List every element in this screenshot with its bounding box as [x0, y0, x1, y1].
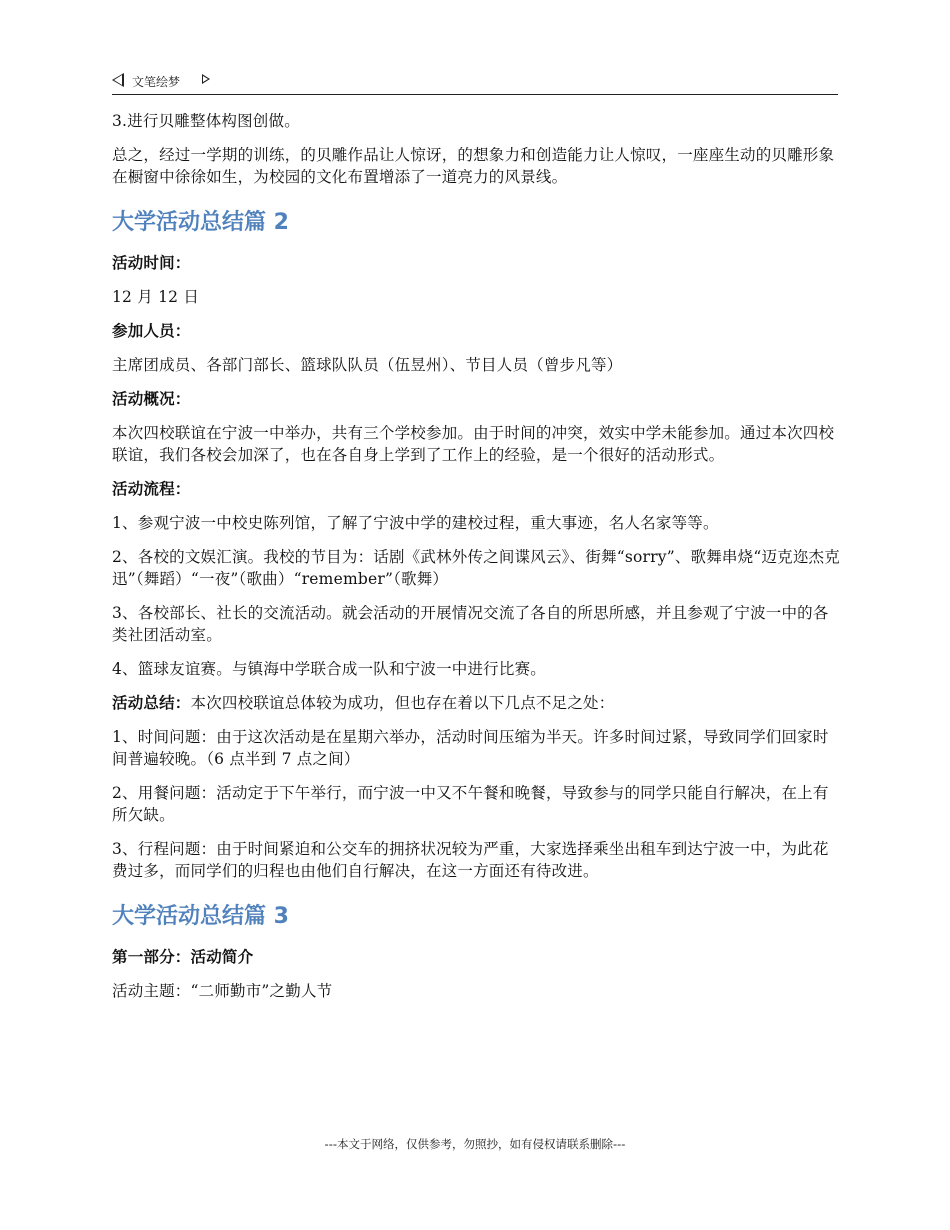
activity-time-label: 活动时间： [112, 253, 191, 272]
page-header [112, 72, 838, 95]
overview-value: 本次四校联谊在宁波一中举办，共有三个学校参加。由于时间的冲突，效实中学未能参加。通过本次四校联谊，我们各校会加深了，也在各自身上学到了工作上的经验，是一个很好的活动形式。 [112, 424, 835, 464]
intro-summary: 总之，经过一学期的训练，的贝雕作品让人惊讶，的想象力和创造能力让人惊叹，一座座生动的贝雕形象在橱窗中徐徐如生，为校园的文化布置增添了一道亮力的风景线。 [112, 146, 835, 186]
summary-paragraph [112, 692, 844, 714]
left-triangle-icon [112, 73, 124, 87]
page-footer: ---本文于网络，仅供参考，勿照抄，如有侵权请联系删除--- [324, 1137, 626, 1151]
process-item: 2、各校的文娱汇演。我校的节目为：话剧《武林外传之间谍风云》、街舞“sorry”、歌舞串烧“迈克迩杰克迅”（舞蹈）“一夜”（歌曲）“remember”（歌舞） [112, 548, 840, 588]
process-item: 3、各校部长、社长的交流活动。就会活动的开展情况交流了各自的所思所感，并且参观了宁波一中的各类社团活动室。 [112, 604, 829, 644]
process-label: 活动流程： [112, 479, 191, 498]
activity-theme: 活动主题：“二师勤市”之勤人节 [112, 982, 333, 1000]
summary-text: 本次四校联谊总体较为成功，但也存在着以下几点不足之处： [190, 694, 615, 712]
problem-item: 3、行程问题：由于时间紧迫和公交车的拥挤状况较为严重，大家选择乘坐出租车到达宁波一中，为此花费过多，而同学们的归程也由他们自行解决，在这一方面还有待改进。 [112, 840, 829, 880]
header-brand: 文笔绘梦 [132, 75, 181, 89]
overview-label: 活动概况： [112, 389, 191, 408]
problem-item: 1、时间问题：由于这次活动是在星期六举办，活动时间压缩为半天。许多时间过紧，导致同学们回家时间普遍较晚。（6 点半到 7 点之间） [112, 728, 829, 768]
part1-label: 第一部分：活动简介 [112, 947, 254, 966]
problem-item: 2、用餐问题：活动定于下午举行，而宁波一中又不午餐和晚餐，导致参与的同学只能自行解决，在上有所欠缺。 [112, 784, 829, 824]
process-item: 1、参观宁波一中校史陈列馆，了解了宁波中学的建校过程，重大事迹，名人名家等等。 [112, 514, 719, 532]
activity-time-value: 12 月 12 日 [112, 288, 200, 306]
section2-title: 大学活动总结篇 2 [112, 210, 289, 235]
process-item: 4、篮球友谊赛。与镇海中学联合成一队和宁波一中进行比赛。 [112, 660, 546, 678]
section3-title: 大学活动总结篇 3 [112, 904, 289, 929]
participants-value: 主席团成员、各部门部长、篮球队队员（伍昱州）、节目人员（曾步凡等） [112, 356, 623, 374]
summary-label: 活动总结： [112, 693, 191, 712]
right-triangle-icon [202, 74, 210, 84]
intro-step3: 3.进行贝雕整体构图创做。 [112, 112, 300, 130]
participants-label: 参加人员： [112, 321, 191, 340]
document-body [112, 110, 844, 1014]
